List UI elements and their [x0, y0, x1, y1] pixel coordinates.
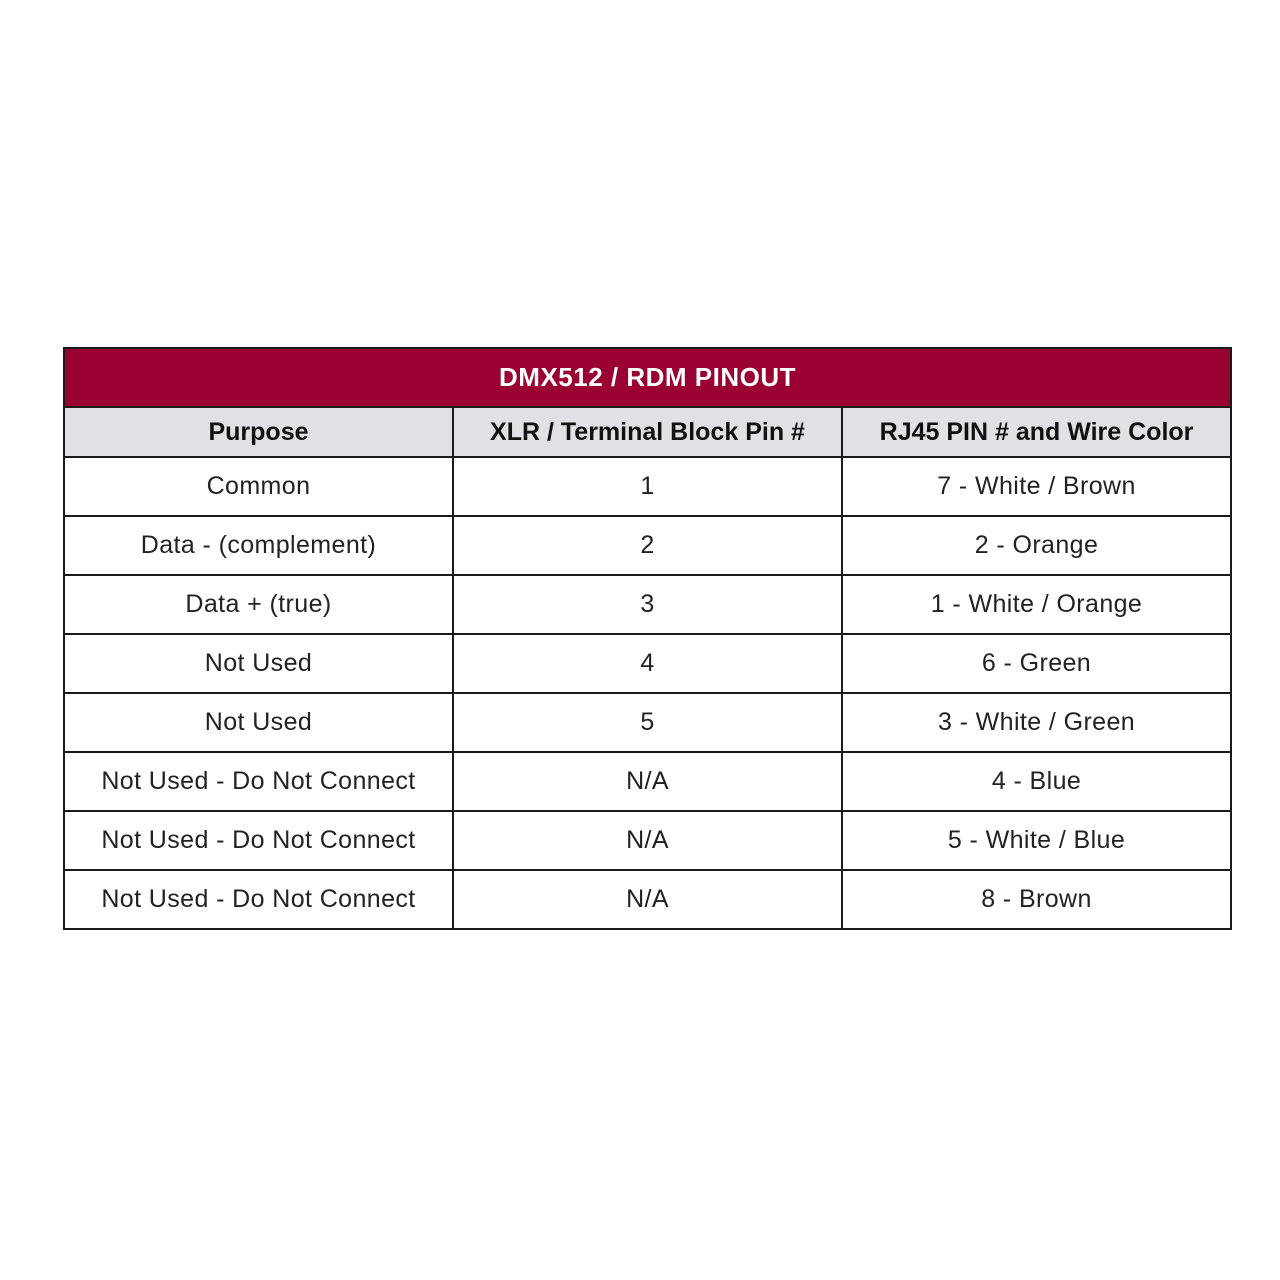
purpose-cell: Data - (complement) [64, 516, 453, 575]
column-header-rj45-pin: RJ45 PIN # and Wire Color [842, 407, 1231, 457]
purpose-cell: Not Used [64, 634, 453, 693]
table-row [64, 752, 1231, 811]
header-row [64, 407, 1231, 457]
xlr-pin-cell: 2 [453, 516, 842, 575]
pinout-table [63, 347, 1232, 930]
purpose-cell: Not Used - Do Not Connect [64, 811, 453, 870]
xlr-pin-cell: N/A [453, 870, 842, 929]
xlr-pin-cell: 4 [453, 634, 842, 693]
table-row [64, 811, 1231, 870]
rj45-cell: 2 - Orange [842, 516, 1231, 575]
rj45-cell: 3 - White / Green [842, 693, 1231, 752]
xlr-pin-cell: N/A [453, 811, 842, 870]
xlr-pin-cell: 5 [453, 693, 842, 752]
column-header-xlr-pin: XLR / Terminal Block Pin # [453, 407, 842, 457]
table-row [64, 457, 1231, 516]
rj45-cell: 8 - Brown [842, 870, 1231, 929]
table-row [64, 693, 1231, 752]
table-row [64, 870, 1231, 929]
rj45-cell: 7 - White / Brown [842, 457, 1231, 516]
purpose-cell: Not Used - Do Not Connect [64, 752, 453, 811]
purpose-cell: Data + (true) [64, 575, 453, 634]
xlr-pin-cell: 3 [453, 575, 842, 634]
rj45-cell: 6 - Green [842, 634, 1231, 693]
purpose-cell: Not Used [64, 693, 453, 752]
table-title: DMX512 / RDM PINOUT [64, 348, 1231, 407]
rj45-cell: 5 - White / Blue [842, 811, 1231, 870]
xlr-pin-cell: 1 [453, 457, 842, 516]
title-row [64, 348, 1231, 407]
rj45-cell: 4 - Blue [842, 752, 1231, 811]
xlr-pin-cell: N/A [453, 752, 842, 811]
rj45-cell: 1 - White / Orange [842, 575, 1231, 634]
purpose-cell: Common [64, 457, 453, 516]
column-header-purpose: Purpose [64, 407, 453, 457]
table-row [64, 634, 1231, 693]
purpose-cell: Not Used - Do Not Connect [64, 870, 453, 929]
table-row [64, 575, 1231, 634]
table-row [64, 516, 1231, 575]
